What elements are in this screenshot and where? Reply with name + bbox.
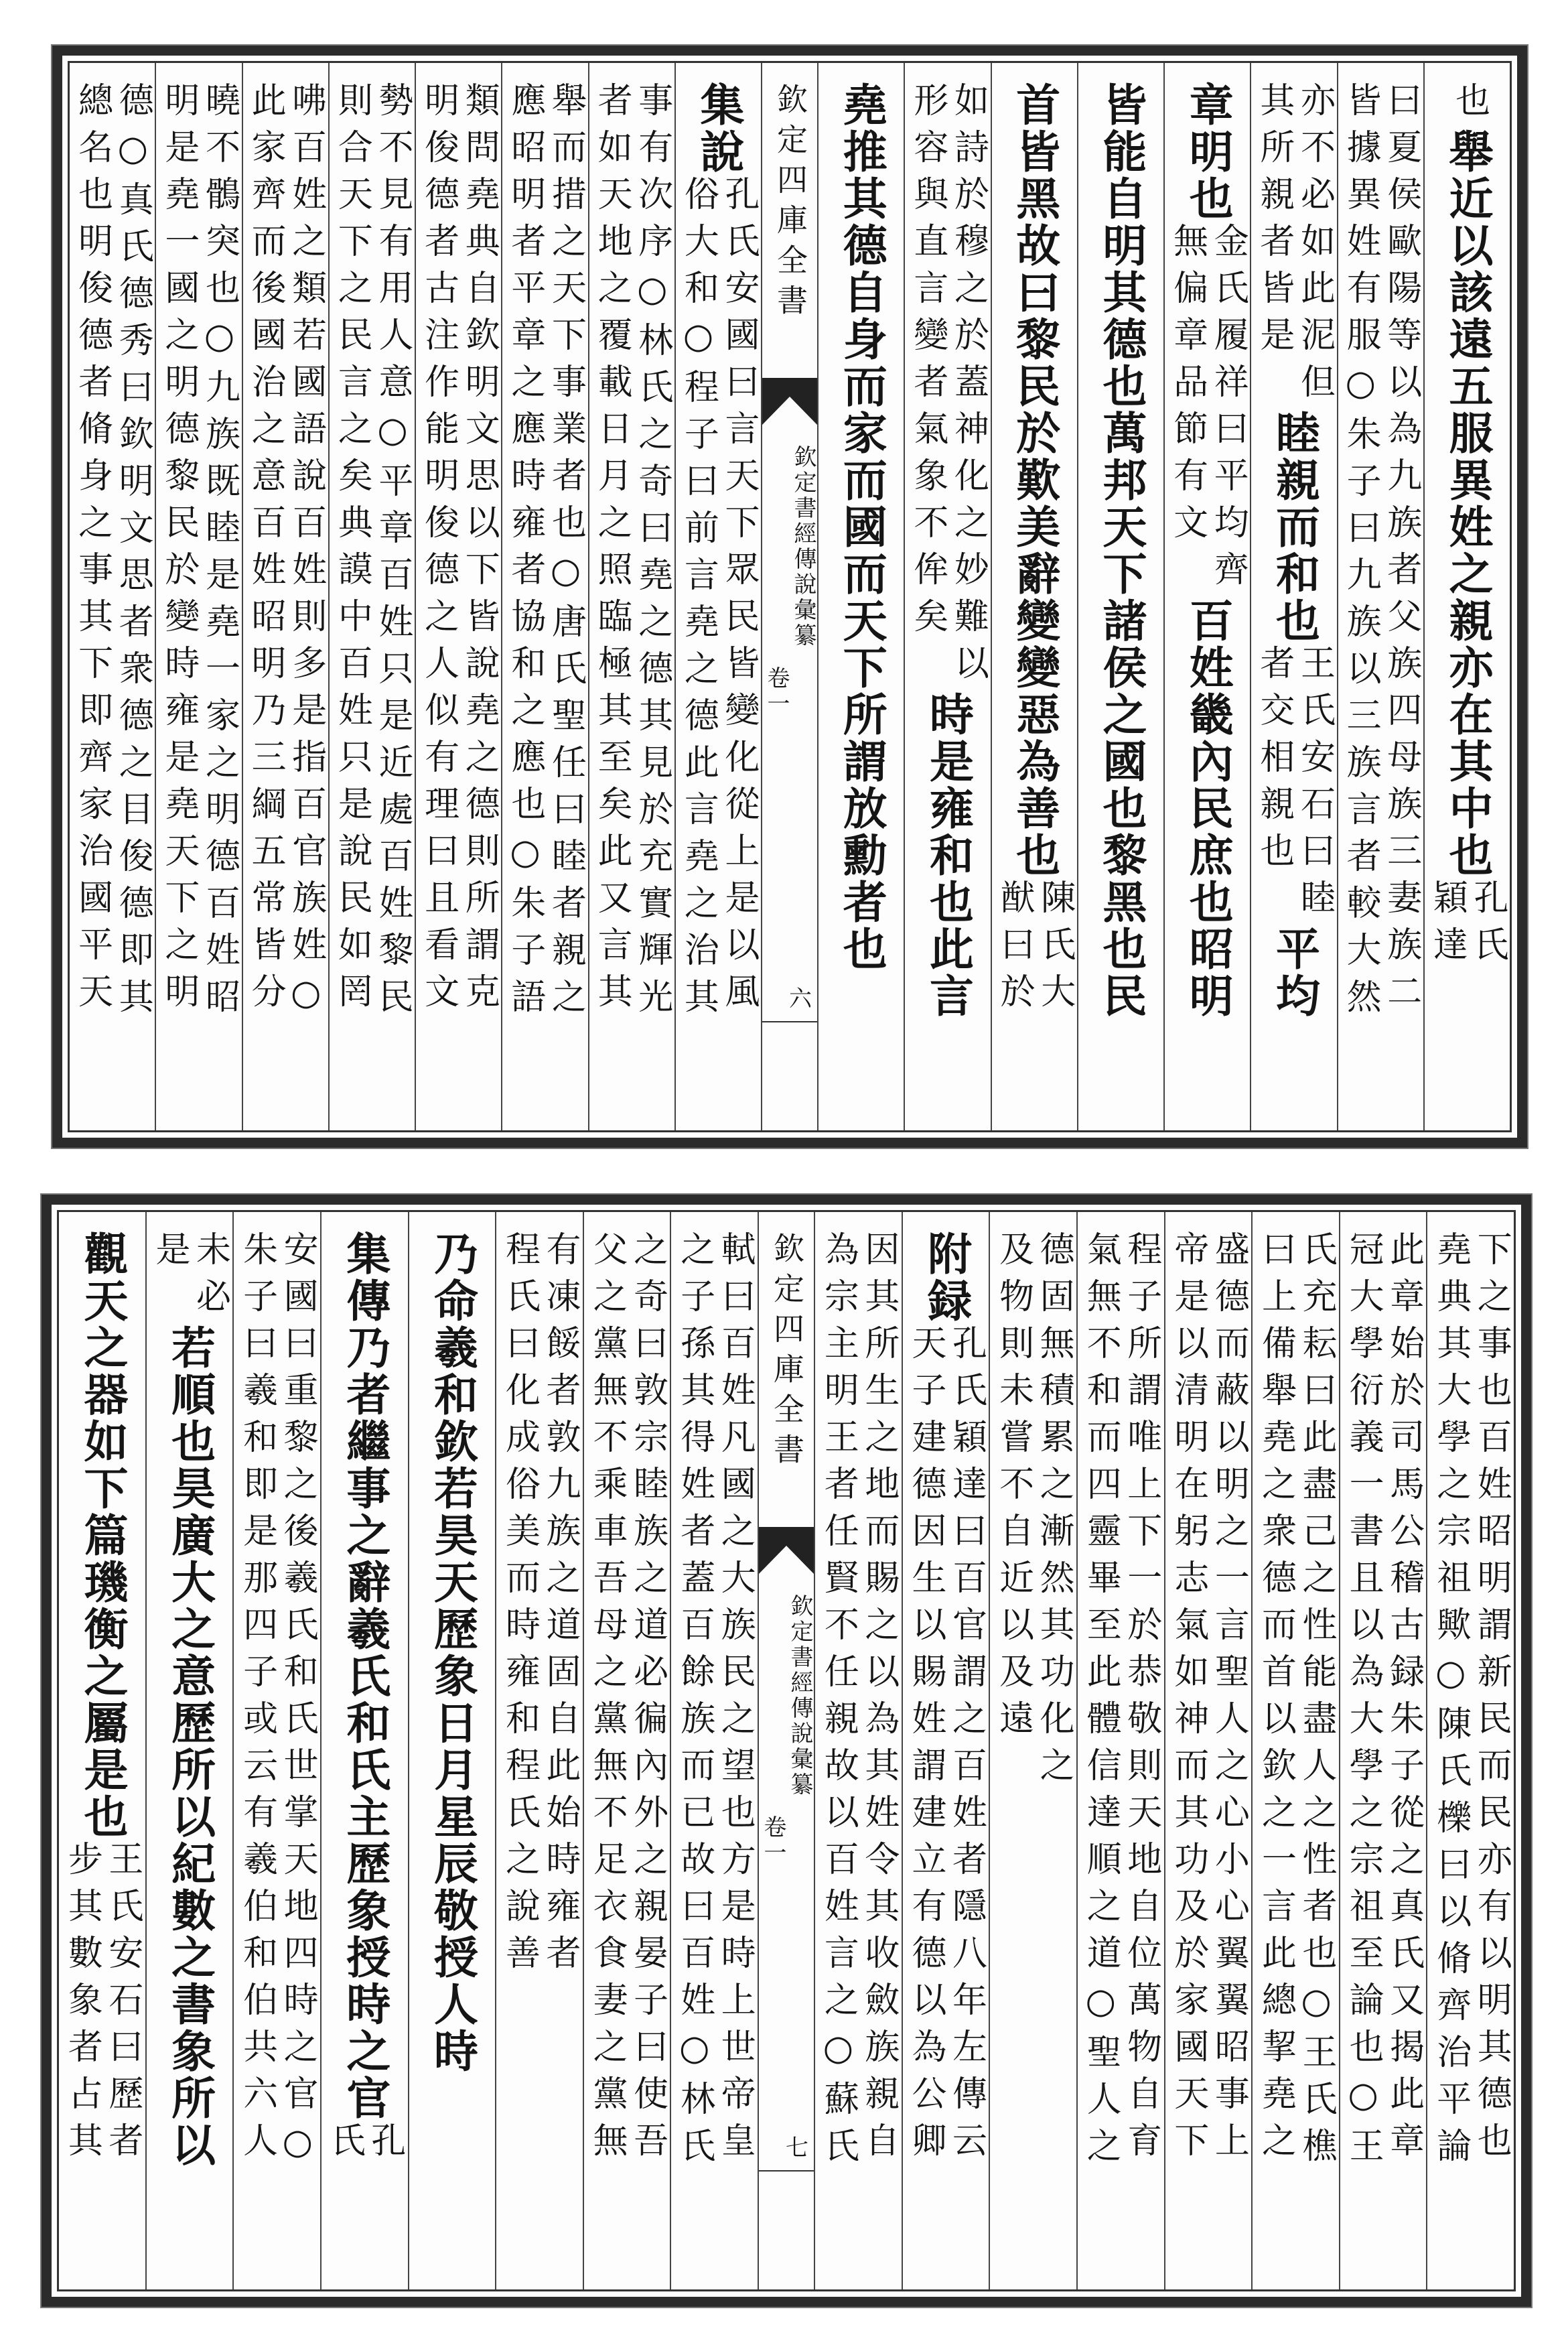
text-column	[583, 1212, 670, 2289]
commentary-line: 因其所生之地而賜之以為其姓令其收斂族親自	[858, 1231, 899, 2169]
commentary	[1430, 1231, 1512, 2174]
commentary	[907, 82, 989, 691]
text-column	[817, 63, 904, 1130]
commentary-line: 此章始於司馬公稽古録朱子從之真氏又揭此章	[1383, 1231, 1424, 2169]
commentary-line: 冠大學衍義一書且以為大學之宗祖至論也○王	[1343, 1231, 1384, 2174]
commentary-line: 穎達	[1427, 879, 1468, 973]
main-text: 睦親而和也	[1268, 410, 1321, 645]
collection-title: 欽定四庫全書	[772, 83, 808, 324]
commentary	[587, 1231, 668, 2169]
commentary-line: 程氏曰化成俗美而時雍和程氏之說善	[499, 1231, 540, 1981]
text-column	[1337, 63, 1423, 1130]
commentary-line: 猷曰於	[994, 879, 1035, 1020]
commentary-line: 之子孫其得姓者蓋百餘族而已故曰百姓○林氏	[674, 1231, 715, 2174]
main-text: 皆能自明其德也萬邦天下諸侯之國也黎黑也民	[1095, 82, 1148, 1020]
commentary-line: 為宗主明王者任賢不任親故以百姓言之○蘇氏	[818, 1231, 859, 2174]
commentary-line: 無偏章品節有文	[1167, 222, 1208, 551]
text-column	[232, 1212, 320, 2289]
commentary-line: 皆據異姓有服○朱子曰九族以三族言者較大然	[1340, 82, 1381, 1025]
main-text: 集說	[693, 82, 745, 176]
commentary-line: 有凍餒者敦九族之道固自此始時雍者	[540, 1231, 581, 1981]
volume-label: 卷一	[763, 666, 790, 717]
main-text: 若順也昊廣大之意歷所以紀數之書象所以	[163, 1325, 216, 2169]
commentary-line: 舉而措之天下事業者也○唐氏聖任曰睦者親之	[545, 82, 586, 1025]
commentary	[1082, 1231, 1159, 2174]
commentary	[995, 1231, 1072, 1794]
book-title: 欽定書經傳說彙纂	[790, 445, 816, 649]
commentary-line: 氏充耘曰此盡己之性能盡人之性者也○王氏樵	[1296, 1231, 1337, 2174]
commentary-line: 天子建德因生以賜姓謂建立有德以為公卿	[905, 1325, 946, 2169]
commentary-line: 帝是以清明在躬志氣如神而其功及於家國天下	[1167, 1231, 1208, 2169]
commentary	[680, 176, 757, 1025]
center-fold	[758, 1212, 814, 2289]
commentary	[236, 1231, 318, 2174]
fold-rule	[759, 2170, 814, 2172]
commentary-line: 其所親者皆是	[1253, 82, 1294, 363]
page-number: 六	[789, 986, 812, 1012]
commentary-line: 步其數象者占其	[62, 1841, 102, 2169]
commentary	[1167, 1231, 1249, 2169]
main-text: 堯推其德自身而家而國而天下所謂放勳者也	[835, 82, 888, 973]
commentary-line: 亦不必如此泥但	[1294, 82, 1335, 410]
commentary	[674, 1231, 756, 2174]
commentary-line: 是	[149, 1231, 190, 1278]
commentary	[1167, 222, 1249, 598]
main-text: 章明也	[1182, 82, 1234, 222]
commentary-line: 形容與直言變者氣象不侔矣	[907, 82, 948, 645]
commentary	[504, 82, 586, 1025]
commentary-line: 曰夏侯歐陽等以為九族者父族四母族三妻族二	[1380, 82, 1421, 1020]
commentary	[1253, 645, 1335, 926]
text-column	[1426, 1212, 1514, 2289]
commentary-line: 孔氏	[1467, 879, 1508, 973]
text-column	[408, 1212, 496, 2289]
text-column	[415, 63, 501, 1130]
text-column	[242, 63, 328, 1130]
commentary-line: 父之黨無不乘車吾母之黨無不足衣食妻之黨無	[587, 1231, 628, 2169]
page-spread-bottom	[42, 1195, 1531, 2307]
text-column	[902, 1212, 989, 2289]
commentary	[1447, 82, 1488, 129]
text-column	[328, 63, 415, 1130]
commentary-line: 程子所謂唯上下一於恭敬則天地自位萬物自育	[1121, 1231, 1161, 2169]
text-column	[70, 63, 155, 1130]
commentary	[158, 82, 240, 1025]
commentary-line: 王氏安石曰歷者	[102, 1841, 143, 2169]
commentary-line: 王氏安石曰睦	[1294, 645, 1335, 926]
page-spread-top	[52, 46, 1527, 1148]
commentary-line: 總名也明俊德者脩身之事其下即齊家治國平天	[72, 82, 113, 1020]
fishtail-mark-icon	[762, 378, 817, 425]
text-column	[1423, 63, 1510, 1130]
text-column	[1251, 1212, 1339, 2289]
main-text: 觀天之器如下篇璣衡之屬是也	[76, 1231, 129, 1841]
commentary	[418, 82, 500, 1020]
commentary	[247, 82, 324, 1025]
fishtail-mark-icon	[759, 1527, 814, 1574]
text-column	[1077, 63, 1163, 1130]
main-text: 舉近以該遠五服異姓之親亦在其中也	[1441, 129, 1494, 879]
commentary-line: 如詩於穆之於蓋神化之妙難以	[948, 82, 989, 691]
book-title: 欽定書經傳說彙纂	[786, 1594, 813, 1798]
text-column	[991, 63, 1077, 1130]
commentary-line: 安國曰重黎之後羲氏和氏世掌天地四時之官○	[277, 1231, 318, 2174]
commentary-line: 孔氏穎達曰百官謂之百姓者隱八年左傳云	[946, 1325, 987, 2169]
main-text: 平均	[1268, 926, 1321, 1020]
text-column	[501, 63, 587, 1130]
text-column	[1164, 1212, 1252, 2289]
commentary	[820, 1231, 897, 2174]
fold-rule	[762, 1021, 817, 1022]
text-column	[674, 63, 761, 1130]
main-text: 首皆黑故曰黎民於歎美辭變變惡為善也	[1008, 82, 1061, 879]
page-number: 七	[786, 2135, 808, 2161]
commentary-line: 德○真氏德秀曰欽明文思者衆德之目俊德即其	[113, 82, 153, 1025]
text-column	[989, 1212, 1076, 2289]
text-column	[1250, 63, 1336, 1130]
commentary-line: 陳氏大	[1034, 879, 1075, 1020]
commentary-line: 曉不鶻突也○九族既睦是堯一家之明德百姓昭	[199, 82, 240, 1025]
text-column	[814, 1212, 902, 2289]
commentary	[334, 82, 411, 1025]
text-column	[1163, 63, 1250, 1130]
commentary-line: 之奇曰敦宗睦族之道必徧內外之親晏子曰使吾	[627, 1231, 668, 2169]
commentary-line: 類問堯典自欽明文思以下皆說堯之德則所謂克	[459, 82, 500, 1020]
commentary	[905, 1325, 987, 2169]
main-text: 乃命羲和欽若昊天歷象日月星辰敬授人時	[426, 1231, 479, 2075]
commentary-line: 堯典其大學之宗祖歟○陳氏櫟曰以脩齊治平論	[1430, 1231, 1471, 2174]
commentary-line: 事有次序○林氏之奇曰堯之德其見於充實輝光	[632, 82, 672, 1025]
commentary-line: 也	[1449, 82, 1490, 129]
commentary	[151, 1231, 228, 1325]
commentary-line: 及物則未嘗不自近以及遠	[993, 1231, 1034, 1747]
commentary	[1343, 1231, 1424, 2174]
text-column	[904, 63, 990, 1130]
text-column	[59, 1212, 145, 2289]
commentary-line: 氣無不和而四靈畢至此體信達順之道○聖人之	[1080, 1231, 1121, 2174]
commentary-line: 曰上備舉堯之衆德而首以欽之一言此總挈堯之	[1255, 1231, 1296, 2169]
commentary	[593, 82, 670, 1025]
text-column	[670, 1212, 758, 2289]
commentary-line: 明俊德者古注作能明俊德之人似有理曰且看文	[418, 82, 459, 1020]
text-column	[588, 63, 674, 1130]
text-column	[495, 1212, 583, 2289]
commentary	[1342, 82, 1419, 1025]
commentary-line: 孔氏安國曰言天下眾民皆變化從上是以風	[718, 176, 759, 1020]
center-fold	[761, 63, 817, 1130]
commentary-line: 未必	[190, 1231, 230, 1325]
text-column	[155, 63, 241, 1130]
commentary-line: 朱子曰羲和即是那四子或云有羲伯和伯共六人	[236, 1231, 277, 2169]
commentary	[1253, 82, 1335, 410]
commentary-line: 孔	[364, 2122, 405, 2169]
main-text: 附録	[920, 1231, 973, 1325]
collection-title: 欽定四庫全書	[769, 1232, 805, 1473]
main-text: 時是雍和也此言	[922, 691, 975, 1020]
main-text: 百姓畿內民庶也昭明	[1182, 598, 1234, 1020]
commentary-line: 德固無積累之漸然其功化之	[1034, 1231, 1074, 1794]
main-text: 集傳乃者繼事之辭羲氏和氏主歷象授時之官	[338, 1231, 391, 2122]
commentary-line: 者交相親也	[1253, 645, 1294, 879]
volume-label: 卷一	[760, 1815, 786, 1866]
panel-inner	[68, 61, 1512, 1132]
text-column	[145, 1212, 233, 2289]
commentary-line: 勢不見有用人意○平章百姓只是近處百姓黎民	[372, 82, 413, 1025]
commentary-line: 咈百姓之類若國語說百姓則多是指百官族姓○	[285, 82, 326, 1025]
commentary-line: 明是堯一國之明德黎民於變時雍是堯天下之明	[158, 82, 199, 1020]
commentary	[74, 82, 151, 1025]
commentary	[996, 879, 1073, 1020]
commentary-line: 應昭明者平章之應時雍者協和之應也○朱子語	[504, 82, 545, 1025]
panel-inner	[57, 1210, 1516, 2291]
commentary	[499, 1231, 581, 1981]
commentary-line: 俗大和○程子曰前言堯之德此言堯之治其	[678, 176, 719, 1025]
commentary-line: 軾曰百姓凡國之大族民之望也方是時上世帝皇	[715, 1231, 756, 2169]
commentary	[64, 1841, 141, 2169]
commentary-line: 金氏履祥曰平均齊	[1208, 222, 1249, 598]
text-column	[1339, 1212, 1427, 2289]
commentary	[326, 2122, 403, 2169]
commentary	[1255, 1231, 1337, 2174]
commentary-line: 下之事也百姓昭明謂新民而民亦有以明其德也	[1471, 1231, 1512, 2169]
commentary-line: 則合天下之民言之矣典謨中百姓只是說民如罔	[332, 82, 372, 1020]
commentary-line: 此家齊而後國治之意百姓昭明乃三綱五常皆分	[245, 82, 286, 1020]
commentary-line: 盛德而蔽以明之一言聖人之心小心翼翼昭事上	[1208, 1231, 1249, 2169]
text-column	[1076, 1212, 1164, 2289]
commentary-line: 氏	[324, 2122, 365, 2169]
text-column	[320, 1212, 408, 2289]
commentary-line: 者如天地之覆載日月之照臨極其至矣此又言其	[591, 82, 632, 1020]
commentary	[1429, 879, 1506, 973]
